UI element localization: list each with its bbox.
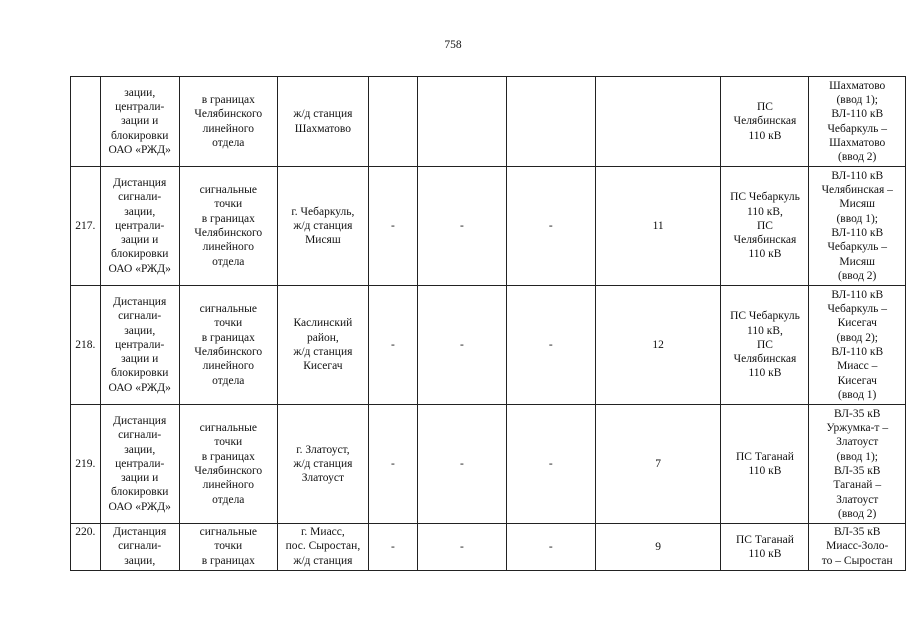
location-cell <box>277 524 368 571</box>
object-type-line: сигнальные <box>199 303 257 316</box>
power-source-line: Челябинская <box>733 353 797 366</box>
object-type-line: отдела <box>212 493 245 506</box>
power-source-line: 110 кВ, <box>747 205 783 218</box>
object-type-line: Челябинского <box>194 465 263 477</box>
quantity-cell: 11 <box>595 167 721 286</box>
power-source-line: ПС Таганай <box>735 450 794 463</box>
power-line-line: (ввод 1); <box>836 450 878 463</box>
power-source-line: ПС <box>756 219 773 232</box>
column-6-cell: - <box>506 524 595 571</box>
table-row <box>71 77 906 167</box>
organization-line: централи- <box>115 219 165 232</box>
organization-line: зации, <box>124 205 156 218</box>
power-line-line: ВЛ-110 кВ <box>831 346 884 358</box>
column-6-cell <box>506 77 595 167</box>
quantity-cell: 9 <box>595 524 721 571</box>
organization-line: Дистанция <box>113 414 167 427</box>
organization-line: зации, <box>124 86 156 99</box>
row-number: 220. <box>71 524 101 571</box>
location-cell <box>277 77 368 167</box>
power-line-line: Чебаркуль – <box>827 122 887 135</box>
column-4-cell: - <box>368 167 417 286</box>
power-source-cell <box>721 286 809 405</box>
object-type-cell <box>179 167 277 286</box>
organization-line: зации, <box>124 554 156 567</box>
column-4-cell <box>368 77 417 167</box>
location-line: район, <box>306 331 339 344</box>
power-source-line: 110 кВ, <box>747 324 783 337</box>
organization-cell <box>100 167 179 286</box>
organization-cell <box>100 405 179 524</box>
location-line: г. Златоуст, <box>296 443 350 456</box>
location-line: г. Миасс, <box>301 526 345 538</box>
organization-line: блокировки <box>110 486 169 499</box>
column-4-cell: - <box>368 405 417 524</box>
column-5-cell: - <box>417 524 506 571</box>
object-type-line: отдела <box>212 136 245 149</box>
object-type-line: линейного <box>202 360 254 373</box>
quantity-cell <box>595 77 721 167</box>
location-line: ж/д станция <box>293 108 353 121</box>
location-line: ж/д станция <box>293 554 353 567</box>
organization-line: ОАО «РЖД» <box>108 381 171 394</box>
object-type-line: сигнальные <box>199 526 257 538</box>
column-4-cell: - <box>368 286 417 405</box>
location-cell <box>277 405 368 524</box>
power-source-line: 110 кВ <box>748 548 782 560</box>
organization-line: блокировки <box>110 367 169 380</box>
organization-cell <box>100 286 179 405</box>
power-line-line: Таганай – <box>833 479 882 492</box>
power-source-line: Челябинская <box>733 115 797 128</box>
object-type-line: отдела <box>212 255 245 268</box>
column-5-cell: - <box>417 286 506 405</box>
power-line-line: (ввод 1); <box>836 93 878 106</box>
location-line: Каслинский <box>293 317 353 330</box>
object-type-line: в границах <box>201 331 255 344</box>
object-type-line: в границах <box>201 450 255 463</box>
power-source-cell <box>721 167 809 286</box>
location-line: Шахматово <box>294 122 351 135</box>
object-type-line: линейного <box>202 241 254 254</box>
row-number: 219. <box>71 405 101 524</box>
power-line-line: Миасс – <box>837 360 878 373</box>
page-number: 758 <box>444 39 462 51</box>
location-line: Кисегач <box>303 360 343 373</box>
organization-line: сигнали- <box>118 191 162 204</box>
object-type-cell <box>179 77 277 167</box>
column-6-cell: - <box>506 167 595 286</box>
power-source-cell <box>721 524 809 571</box>
table-row <box>71 167 906 286</box>
object-type-line: в границах <box>201 554 255 567</box>
power-line-line: (ввод 2); <box>836 331 878 344</box>
row-number: 218. <box>71 286 101 405</box>
power-line-line: ВЛ-110 кВ <box>831 108 884 121</box>
power-line-cell <box>809 405 906 524</box>
power-source-line: ПС Таганай <box>735 533 794 546</box>
power-line-line: Миасс-Золо- <box>826 540 889 553</box>
organization-line: блокировки <box>110 248 169 261</box>
object-type-line: отдела <box>212 374 245 387</box>
table-row <box>71 286 906 405</box>
power-line-line: Чебаркуль – <box>827 241 887 254</box>
power-line-line: Челябинская – <box>821 184 893 197</box>
power-source-line: ПС <box>756 101 773 114</box>
power-line-cell <box>809 286 906 405</box>
power-line-line: Чебаркуль – <box>827 303 887 316</box>
object-type-line: Челябинского <box>194 108 263 121</box>
organization-line: сигнали- <box>118 310 162 323</box>
quantity-cell: 12 <box>595 286 721 405</box>
power-line-line: ВЛ-35 кВ <box>833 407 881 420</box>
location-cell <box>277 167 368 286</box>
power-line-line: Кисегач <box>837 317 877 330</box>
power-line-line: Златоуст <box>836 493 879 506</box>
organization-line: зации и <box>121 472 159 485</box>
organization-line: централи- <box>115 457 165 470</box>
power-line-line: (ввод 2) <box>838 507 877 520</box>
power-line-line: то – Сыростан <box>821 554 893 567</box>
organization-line: централи- <box>115 338 165 351</box>
power-supply-table <box>70 76 906 571</box>
location-cell <box>277 286 368 405</box>
table-row <box>71 524 906 571</box>
power-line-cell <box>809 524 906 571</box>
object-type-line: сигнальные <box>199 422 257 435</box>
organization-line: Дистанция <box>113 526 167 538</box>
object-type-line: в границах <box>201 212 255 225</box>
object-type-line: линейного <box>202 479 254 492</box>
organization-line: централи- <box>115 101 165 114</box>
organization-line: ОАО «РЖД» <box>108 500 171 513</box>
power-line-cell <box>809 167 906 286</box>
power-line-line: ВЛ-110 кВ <box>831 169 884 182</box>
location-line: ж/д станция <box>293 346 353 358</box>
organization-line: зации и <box>121 234 159 247</box>
organization-line: сигнали- <box>118 540 162 553</box>
organization-line: зации и <box>121 353 159 366</box>
object-type-line: в границах <box>201 93 255 106</box>
power-line-line: ВЛ-110 кВ <box>831 288 884 301</box>
power-line-line: Кисегач <box>837 374 877 387</box>
power-line-cell <box>809 77 906 167</box>
object-type-line: точки <box>214 198 243 211</box>
object-type-cell <box>179 524 277 571</box>
object-type-cell <box>179 405 277 524</box>
power-line-line: Шахматово <box>829 79 886 92</box>
object-type-cell <box>179 286 277 405</box>
power-source-line: ПС Чебаркуль <box>730 310 800 323</box>
power-line-line: Шахматово <box>829 136 886 149</box>
object-type-line: сигнальные <box>199 184 257 197</box>
power-line-line: Златоуст <box>836 436 879 449</box>
object-type-line: линейного <box>202 122 254 135</box>
power-line-line: ВЛ-35 кВ <box>833 526 881 538</box>
power-line-line: Мисяш <box>839 255 876 268</box>
organization-line: ОАО «РЖД» <box>108 262 171 275</box>
power-source-line: 110 кВ <box>748 367 782 380</box>
organization-line: Дистанция <box>113 295 167 308</box>
column-5-cell: - <box>417 167 506 286</box>
organization-line: Дистанция <box>113 176 167 189</box>
location-line: г. Чебаркуль, <box>291 205 355 218</box>
power-line-line: (ввод 2) <box>838 151 877 164</box>
power-source-line: 110 кВ <box>748 129 782 142</box>
organization-line: зации и <box>121 115 159 128</box>
quantity-cell: 7 <box>595 405 721 524</box>
organization-cell <box>100 77 179 167</box>
row-number <box>71 77 101 167</box>
column-6-cell: - <box>506 286 595 405</box>
column-4-cell: - <box>368 524 417 571</box>
object-type-line: Челябинского <box>194 346 263 358</box>
location-line: Мисяш <box>305 234 341 247</box>
object-type-line: Челябинского <box>194 227 263 239</box>
object-type-line: точки <box>214 436 243 449</box>
power-source-line: 110 кВ <box>748 248 782 261</box>
table-row <box>71 405 906 524</box>
power-source-cell <box>721 405 809 524</box>
power-source-line: Челябинская <box>733 234 797 247</box>
organization-line: блокировки <box>110 129 169 142</box>
power-source-cell <box>721 77 809 167</box>
organization-line: сигнали- <box>118 429 162 442</box>
row-number: 217. <box>71 167 101 286</box>
column-5-cell: - <box>417 405 506 524</box>
power-line-line: ВЛ-110 кВ <box>831 227 884 239</box>
power-source-line: ПС Чебаркуль <box>730 191 800 204</box>
power-source-line: ПС <box>756 338 773 351</box>
column-6-cell: - <box>506 405 595 524</box>
location-line: ж/д станция <box>293 219 353 232</box>
organization-line: ОАО «РЖД» <box>108 143 171 156</box>
location-line: Златоуст <box>301 472 344 485</box>
organization-line: зации, <box>124 443 156 456</box>
location-line: ж/д станция <box>293 457 353 470</box>
organization-cell <box>100 524 179 571</box>
power-source-line: 110 кВ <box>748 465 782 477</box>
column-5-cell <box>417 77 506 167</box>
location-line: пос. Сыростан, <box>285 540 361 553</box>
organization-line: зации, <box>124 324 156 337</box>
object-type-line: точки <box>214 317 243 330</box>
power-line-line: Мисяш <box>839 198 876 211</box>
power-line-line: Уржумка-т – <box>826 422 889 435</box>
power-line-line: (ввод 2) <box>838 269 877 282</box>
power-line-line: (ввод 1); <box>836 212 878 225</box>
object-type-line: точки <box>214 540 243 553</box>
power-line-line: (ввод 1) <box>838 388 877 401</box>
power-line-line: ВЛ-35 кВ <box>833 465 881 477</box>
